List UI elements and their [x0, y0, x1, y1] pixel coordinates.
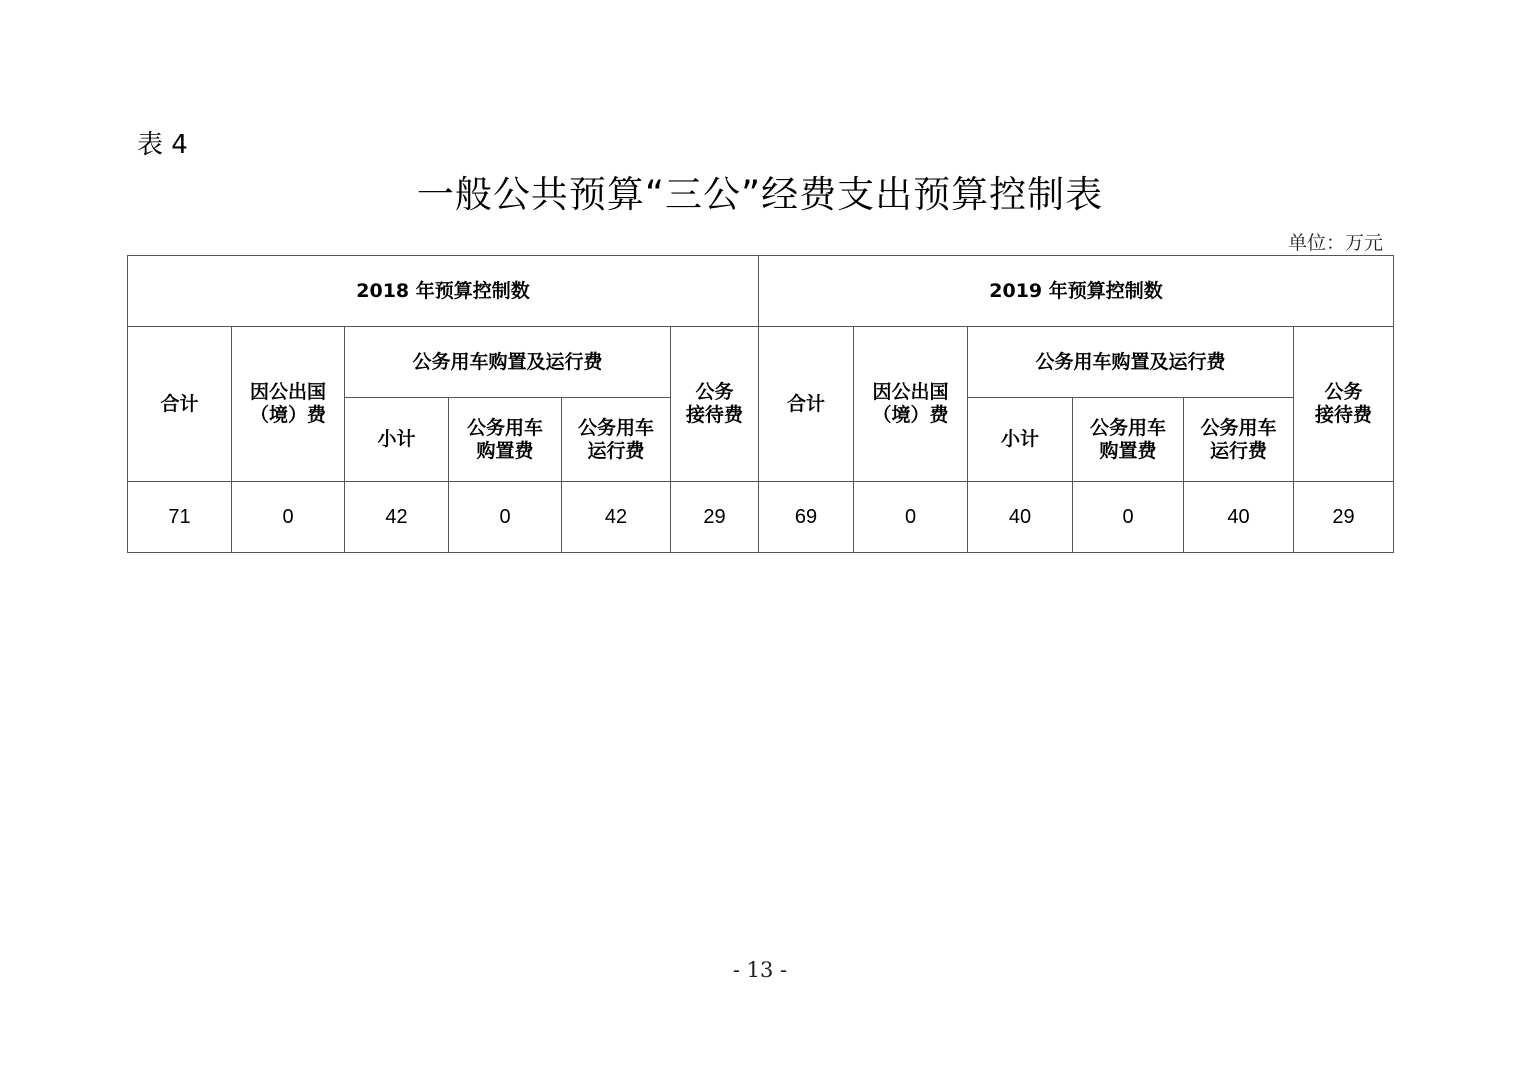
value-purchase-2018: 0: [449, 482, 562, 553]
value-operation-2019: 40: [1184, 482, 1294, 553]
operation-header-line: 公务用车: [577, 416, 654, 439]
abroad-header: [854, 327, 968, 482]
reception-header-line: 公务: [1324, 381, 1363, 403]
purchase-header-line: 购置费: [476, 439, 534, 462]
operation-header: [562, 398, 671, 482]
abroad-header-line: 因公出国: [249, 381, 326, 403]
abroad-header-line: （境）费: [872, 404, 949, 426]
budget-control-table: [127, 255, 1394, 553]
unit-label: 单位：万元: [1287, 232, 1383, 254]
reception-header: [671, 327, 759, 482]
operation-header-line: 公务用车: [1200, 416, 1277, 439]
purchase-header: [449, 398, 562, 482]
operation-header-line: 运行费: [1209, 439, 1267, 462]
value-operation-2018: 42: [562, 482, 671, 553]
year-header-2019: 2019 年预算控制数: [759, 256, 1394, 327]
document-title: 一般公共预算“三公”经费支出预算控制表: [416, 173, 1104, 216]
abroad-header: [232, 327, 345, 482]
value-subtotal-2019: 40: [968, 482, 1073, 553]
total-header: 合计: [128, 327, 232, 482]
value-reception-2019: 29: [1294, 482, 1394, 553]
purchase-header: [1073, 398, 1184, 482]
value-abroad-2018: 0: [232, 482, 345, 553]
value-abroad-2019: 0: [854, 482, 968, 553]
value-subtotal-2018: 42: [345, 482, 449, 553]
value-reception-2018: 29: [671, 482, 759, 553]
subtotal-header: 小计: [345, 398, 449, 482]
purchase-header-line: 公务用车: [466, 416, 543, 439]
value-total-2018: 71: [128, 482, 232, 553]
vehicle-header: 公务用车购置及运行费: [345, 327, 671, 398]
purchase-header-line: 购置费: [1099, 439, 1157, 462]
page-number: - 13 -: [732, 958, 788, 982]
value-purchase-2019: 0: [1073, 482, 1184, 553]
vehicle-header: 公务用车购置及运行费: [968, 327, 1294, 398]
reception-header-line: 接待费: [1314, 404, 1372, 426]
operation-header-line: 运行费: [587, 439, 645, 462]
category-header-row: [128, 327, 1394, 398]
reception-header-line: 公务: [695, 381, 734, 403]
reception-header-line: 接待费: [685, 404, 743, 426]
abroad-header-line: （境）费: [249, 404, 326, 426]
operation-header: [1184, 398, 1294, 482]
abroad-header-line: 因公出国: [872, 381, 949, 403]
subtotal-header: 小计: [968, 398, 1073, 482]
reception-header: [1294, 327, 1394, 482]
table-row: [128, 482, 1394, 553]
total-header: 合计: [759, 327, 854, 482]
value-total-2019: 69: [759, 482, 854, 553]
year-header-2018: 2018 年预算控制数: [128, 256, 759, 327]
table-label: 表 4: [137, 130, 188, 160]
purchase-header-line: 公务用车: [1089, 416, 1166, 439]
year-header-row: [128, 256, 1394, 327]
